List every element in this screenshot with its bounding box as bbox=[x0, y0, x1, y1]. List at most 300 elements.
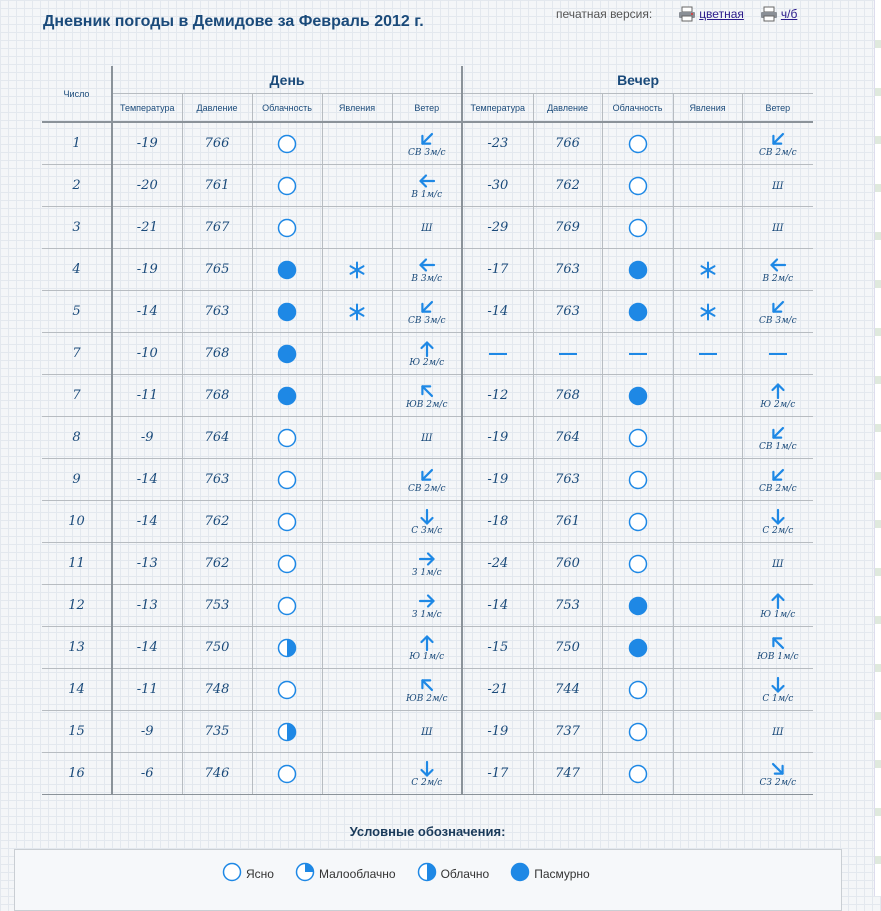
page-title: Дневник погоды в Демидове за Февраль 2012 г. bbox=[43, 13, 424, 30]
wind-arrow-icon bbox=[418, 256, 436, 274]
cell-evening-phenomena bbox=[673, 417, 742, 459]
cell-date: 12 bbox=[42, 585, 112, 627]
no-data-dash bbox=[769, 353, 787, 355]
table-row bbox=[42, 291, 813, 333]
cell-date: 7 bbox=[42, 375, 112, 417]
cell-evening-pressure: 753 bbox=[533, 585, 602, 627]
wind-arrow-icon bbox=[769, 592, 787, 610]
cell-evening-pressure: 744 bbox=[533, 669, 602, 711]
cell-day-temperature: -6 bbox=[112, 753, 182, 795]
snow-icon bbox=[348, 261, 366, 279]
legend-partly-icon bbox=[295, 862, 319, 885]
legend-label: Малооблачно bbox=[318, 866, 396, 881]
cell-day-pressure: 766 bbox=[182, 122, 252, 165]
cell-evening-temperature: -17 bbox=[462, 249, 533, 291]
cloud-clear-icon bbox=[628, 680, 648, 700]
cell-day-wind bbox=[392, 165, 462, 207]
print-version-bar bbox=[556, 6, 797, 22]
cell-date: 2 bbox=[42, 165, 112, 207]
cell-evening-pressure: 737 bbox=[533, 711, 602, 753]
cell-date: 5 bbox=[42, 291, 112, 333]
wind-arrow-icon bbox=[418, 634, 436, 652]
cell-day-pressure: 748 bbox=[182, 669, 252, 711]
cell-day-wind bbox=[392, 249, 462, 291]
cell-day-cloudiness bbox=[252, 375, 322, 417]
cell-day-wind bbox=[392, 207, 462, 249]
cell-day-cloudiness bbox=[252, 417, 322, 459]
cell-day-wind bbox=[392, 375, 462, 417]
wind-text: В 1м/с bbox=[411, 189, 443, 200]
cell-evening-cloudiness bbox=[602, 459, 673, 501]
table-row bbox=[42, 207, 813, 249]
cell-day-wind bbox=[392, 669, 462, 711]
cell-date: 16 bbox=[42, 753, 112, 795]
table-row bbox=[42, 543, 813, 585]
cloud-clear-icon bbox=[628, 554, 648, 574]
cell-evening-wind bbox=[742, 711, 813, 753]
no-data-dash bbox=[629, 353, 647, 355]
cell-day-phenomena bbox=[322, 417, 392, 459]
wind-calm: Ш bbox=[772, 727, 784, 738]
cell-day-pressure: 764 bbox=[182, 417, 252, 459]
col-header-evening-wind: Ветер bbox=[742, 94, 813, 123]
cell-evening-cloudiness bbox=[602, 375, 673, 417]
cloud-overcast-icon bbox=[628, 302, 648, 322]
legend-item-clear bbox=[222, 862, 274, 885]
cell-day-pressure: 763 bbox=[182, 459, 252, 501]
legend-overcast-icon bbox=[510, 862, 534, 885]
wind-text: ЮВ 2м/с bbox=[406, 399, 448, 410]
wind-text: С 1м/с bbox=[762, 693, 794, 704]
cell-day-cloudiness bbox=[252, 291, 322, 333]
cell-evening-pressure: 764 bbox=[533, 417, 602, 459]
wind-arrow-icon bbox=[769, 760, 787, 778]
cell-evening-wind bbox=[742, 249, 813, 291]
cell-date: 13 bbox=[42, 627, 112, 669]
cloud-clear-icon bbox=[277, 596, 297, 616]
cell-day-temperature: -14 bbox=[112, 501, 182, 543]
cell-evening-pressure: 761 bbox=[533, 501, 602, 543]
wind-calm: Ш bbox=[421, 727, 433, 738]
cloud-overcast-icon bbox=[628, 386, 648, 406]
cell-day-phenomena bbox=[322, 249, 392, 291]
cell-evening-temperature: -18 bbox=[462, 501, 533, 543]
cell-evening-wind bbox=[742, 291, 813, 333]
wind-text: С 2м/с bbox=[411, 777, 443, 788]
wind-arrow-icon bbox=[418, 130, 436, 148]
wind-arrow-icon bbox=[769, 424, 787, 442]
wind-text: СВ 3м/с bbox=[407, 315, 446, 326]
wind-text: З 1м/с bbox=[411, 609, 442, 620]
cell-day-phenomena bbox=[322, 501, 392, 543]
cell-evening-wind bbox=[742, 165, 813, 207]
table-row bbox=[42, 122, 813, 165]
cell-day-wind bbox=[392, 753, 462, 795]
cell-day-cloudiness bbox=[252, 207, 322, 249]
cell-evening-temperature: -24 bbox=[462, 543, 533, 585]
cloud-clear-icon bbox=[277, 470, 297, 490]
cell-day-cloudiness bbox=[252, 165, 322, 207]
cell-evening-no-data bbox=[673, 333, 742, 375]
legend-label: Пасмурно bbox=[534, 866, 590, 881]
cell-evening-cloudiness bbox=[602, 291, 673, 333]
cell-day-pressure: 768 bbox=[182, 375, 252, 417]
cell-day-wind bbox=[392, 291, 462, 333]
wind-text: С 2м/с bbox=[762, 525, 794, 536]
legend-clear-icon bbox=[222, 862, 246, 885]
wind-arrow-icon bbox=[769, 256, 787, 274]
wind-text: С 3м/с bbox=[411, 525, 443, 536]
cell-day-phenomena bbox=[322, 122, 392, 165]
wind-text: СВ 3м/с bbox=[407, 147, 446, 158]
cell-evening-temperature: -12 bbox=[462, 375, 533, 417]
wind-text: СВ 2м/с bbox=[759, 483, 797, 494]
cloud-cloudy-icon bbox=[277, 638, 297, 658]
cell-day-temperature: -19 bbox=[112, 249, 182, 291]
wind-arrow-icon bbox=[769, 298, 787, 316]
cloud-clear-icon bbox=[277, 428, 297, 448]
cloud-overcast-icon bbox=[277, 302, 297, 322]
cloud-overcast-icon bbox=[277, 344, 297, 364]
cell-day-cloudiness bbox=[252, 459, 322, 501]
table-row bbox=[42, 501, 813, 543]
cell-evening-pressure: 766 bbox=[533, 122, 602, 165]
cell-evening-cloudiness bbox=[602, 543, 673, 585]
cell-day-phenomena bbox=[322, 207, 392, 249]
cell-evening-cloudiness bbox=[602, 753, 673, 795]
cell-date: 8 bbox=[42, 417, 112, 459]
legend-item-partly bbox=[295, 862, 396, 885]
wind-text: Ю 2м/с bbox=[760, 399, 796, 410]
wind-arrow-icon bbox=[769, 466, 787, 484]
cell-day-pressure: 762 bbox=[182, 543, 252, 585]
cloud-overcast-icon bbox=[277, 386, 297, 406]
cell-day-phenomena bbox=[322, 459, 392, 501]
print-color-link[interactable]: цветная bbox=[699, 7, 744, 21]
wind-calm: Ш bbox=[772, 181, 784, 192]
cell-day-cloudiness bbox=[252, 333, 322, 375]
cell-day-cloudiness bbox=[252, 753, 322, 795]
page-right-edge bbox=[874, 0, 881, 896]
cell-evening-temperature: -14 bbox=[462, 291, 533, 333]
cell-evening-temperature: -30 bbox=[462, 165, 533, 207]
cell-day-cloudiness bbox=[252, 249, 322, 291]
cell-day-pressure: 761 bbox=[182, 165, 252, 207]
cell-evening-cloudiness bbox=[602, 122, 673, 165]
cell-evening-wind bbox=[742, 669, 813, 711]
printer-icon[interactable] bbox=[678, 6, 696, 22]
wind-arrow-icon bbox=[418, 550, 436, 568]
wind-text: СВ 1м/с bbox=[759, 441, 797, 452]
cell-evening-phenomena bbox=[673, 207, 742, 249]
cloud-overcast-icon bbox=[628, 638, 648, 658]
col-header-day-temperature: Температура bbox=[112, 94, 182, 123]
print-version-label: печатная версия: bbox=[556, 7, 653, 21]
cell-day-cloudiness bbox=[252, 543, 322, 585]
cell-evening-cloudiness bbox=[602, 501, 673, 543]
cell-evening-phenomena bbox=[673, 501, 742, 543]
cell-evening-phenomena bbox=[673, 711, 742, 753]
cell-day-wind bbox=[392, 585, 462, 627]
cell-evening-pressure: 763 bbox=[533, 249, 602, 291]
wind-text: Ю 2м/с bbox=[409, 357, 445, 368]
cell-evening-cloudiness bbox=[602, 207, 673, 249]
table-row bbox=[42, 669, 813, 711]
cell-day-phenomena bbox=[322, 333, 392, 375]
cloud-clear-icon bbox=[277, 764, 297, 784]
cell-day-temperature: -14 bbox=[112, 627, 182, 669]
legend-label: Облачно bbox=[440, 866, 490, 881]
wind-arrow-icon bbox=[769, 382, 787, 400]
cloud-clear-icon bbox=[277, 134, 297, 154]
cell-date: 10 bbox=[42, 501, 112, 543]
legend-cloudy-icon bbox=[417, 862, 441, 885]
snow-icon bbox=[348, 303, 366, 321]
cell-day-pressure: 767 bbox=[182, 207, 252, 249]
cell-day-pressure: 735 bbox=[182, 711, 252, 753]
cell-evening-phenomena bbox=[673, 543, 742, 585]
cell-date: 1 bbox=[42, 122, 112, 165]
cell-evening-temperature: -23 bbox=[462, 122, 533, 165]
cloud-clear-icon bbox=[628, 470, 648, 490]
legend-items bbox=[222, 862, 611, 885]
cell-day-phenomena bbox=[322, 543, 392, 585]
cell-evening-wind bbox=[742, 753, 813, 795]
cell-evening-wind bbox=[742, 459, 813, 501]
cell-day-wind bbox=[392, 333, 462, 375]
col-header-evening-temperature: Температура bbox=[462, 94, 533, 123]
wind-arrow-icon bbox=[769, 130, 787, 148]
cell-date: 4 bbox=[42, 249, 112, 291]
cell-day-wind bbox=[392, 543, 462, 585]
wind-calm: Ш bbox=[421, 223, 433, 234]
cell-evening-pressure: 760 bbox=[533, 543, 602, 585]
cell-day-temperature: -20 bbox=[112, 165, 182, 207]
no-data-dash bbox=[489, 353, 507, 355]
cloud-clear-icon bbox=[277, 554, 297, 574]
cell-date: 9 bbox=[42, 459, 112, 501]
no-data-dash bbox=[699, 353, 717, 355]
legend-title: Условные обозначения: bbox=[349, 824, 506, 839]
wind-arrow-icon bbox=[418, 298, 436, 316]
cell-day-temperature: -11 bbox=[112, 375, 182, 417]
cell-evening-wind bbox=[742, 207, 813, 249]
wind-calm: Ш bbox=[772, 559, 784, 570]
cell-evening-cloudiness bbox=[602, 585, 673, 627]
cell-evening-phenomena bbox=[673, 585, 742, 627]
no-data-dash bbox=[559, 353, 577, 355]
legend-item-cloudy bbox=[417, 862, 490, 885]
cell-day-temperature: -9 bbox=[112, 417, 182, 459]
cell-evening-cloudiness bbox=[602, 417, 673, 459]
cell-day-temperature: -10 bbox=[112, 333, 182, 375]
cell-evening-wind bbox=[742, 417, 813, 459]
cell-evening-cloudiness bbox=[602, 165, 673, 207]
table-row bbox=[42, 627, 813, 669]
cell-evening-cloudiness bbox=[602, 249, 673, 291]
wind-text: З 1м/с bbox=[411, 567, 442, 578]
cell-evening-wind bbox=[742, 122, 813, 165]
cloud-clear-icon bbox=[277, 176, 297, 196]
wind-text: СВ 2м/с bbox=[759, 147, 797, 158]
cell-day-wind bbox=[392, 122, 462, 165]
table-row bbox=[42, 753, 813, 795]
cell-day-phenomena bbox=[322, 627, 392, 669]
cell-day-phenomena bbox=[322, 753, 392, 795]
cell-day-pressure: 746 bbox=[182, 753, 252, 795]
cloud-clear-icon bbox=[277, 218, 297, 238]
col-header-day-cloudiness: Облачность bbox=[252, 94, 322, 123]
weather-table bbox=[42, 66, 813, 795]
cell-evening-no-data bbox=[742, 333, 813, 375]
col-header-day-pressure: Давление bbox=[182, 94, 252, 123]
col-header-evening-phenomena: Явления bbox=[673, 94, 742, 123]
cell-evening-phenomena bbox=[673, 375, 742, 417]
group-header-day: День bbox=[112, 66, 462, 94]
cell-evening-cloudiness bbox=[602, 627, 673, 669]
cell-evening-temperature: -19 bbox=[462, 711, 533, 753]
cell-evening-pressure: 750 bbox=[533, 627, 602, 669]
cell-evening-phenomena bbox=[673, 669, 742, 711]
col-header-day-wind: Ветер bbox=[392, 94, 462, 123]
cell-evening-phenomena bbox=[673, 165, 742, 207]
wind-arrow-icon bbox=[418, 172, 436, 190]
table-row bbox=[42, 585, 813, 627]
cell-evening-temperature: -19 bbox=[462, 459, 533, 501]
cell-day-cloudiness bbox=[252, 585, 322, 627]
cell-day-phenomena bbox=[322, 669, 392, 711]
snow-icon bbox=[699, 261, 717, 279]
cell-evening-cloudiness bbox=[602, 669, 673, 711]
wind-text: ЮВ 1м/с bbox=[757, 651, 799, 662]
wind-calm: Ш bbox=[421, 433, 433, 444]
cell-day-wind bbox=[392, 627, 462, 669]
cell-day-wind bbox=[392, 501, 462, 543]
wind-arrow-icon bbox=[418, 508, 436, 526]
cell-day-phenomena bbox=[322, 711, 392, 753]
cell-day-temperature: -13 bbox=[112, 585, 182, 627]
cell-day-temperature: -21 bbox=[112, 207, 182, 249]
cell-evening-pressure: 769 bbox=[533, 207, 602, 249]
cell-date: 15 bbox=[42, 711, 112, 753]
cell-evening-temperature: -29 bbox=[462, 207, 533, 249]
table-row bbox=[42, 165, 813, 207]
table-row bbox=[42, 333, 813, 375]
cloud-clear-icon bbox=[628, 134, 648, 154]
cell-day-phenomena bbox=[322, 375, 392, 417]
cell-evening-no-data bbox=[462, 333, 533, 375]
cloud-clear-icon bbox=[628, 764, 648, 784]
wind-arrow-icon bbox=[769, 508, 787, 526]
cell-day-pressure: 763 bbox=[182, 291, 252, 333]
cell-evening-pressure: 763 bbox=[533, 291, 602, 333]
cell-evening-pressure: 762 bbox=[533, 165, 602, 207]
wind-text: В 3м/с bbox=[411, 273, 443, 284]
wind-text: Ю 1м/с bbox=[760, 609, 796, 620]
wind-arrow-icon bbox=[418, 760, 436, 778]
wind-arrow-icon bbox=[418, 466, 436, 484]
wind-text: В 2м/с bbox=[762, 273, 794, 284]
wind-text: ЮВ 2м/с bbox=[406, 693, 448, 704]
cell-day-cloudiness bbox=[252, 711, 322, 753]
cell-day-pressure: 768 bbox=[182, 333, 252, 375]
cell-evening-temperature: -19 bbox=[462, 417, 533, 459]
cell-date: 7 bbox=[42, 333, 112, 375]
cloud-clear-icon bbox=[628, 428, 648, 448]
cell-day-phenomena bbox=[322, 585, 392, 627]
cell-day-temperature: -11 bbox=[112, 669, 182, 711]
cell-day-cloudiness bbox=[252, 669, 322, 711]
cell-day-pressure: 753 bbox=[182, 585, 252, 627]
cell-day-wind bbox=[392, 459, 462, 501]
wind-arrow-icon bbox=[418, 382, 436, 400]
cell-day-cloudiness bbox=[252, 627, 322, 669]
table-row bbox=[42, 459, 813, 501]
wind-arrow-icon bbox=[418, 592, 436, 610]
cell-day-cloudiness bbox=[252, 122, 322, 165]
cell-evening-temperature: -17 bbox=[462, 753, 533, 795]
cell-evening-temperature: -15 bbox=[462, 627, 533, 669]
legend-label: Ясно bbox=[246, 866, 274, 881]
snow-icon bbox=[699, 303, 717, 321]
col-header-number: Число bbox=[42, 66, 112, 122]
cloud-clear-icon bbox=[628, 218, 648, 238]
print-bw-link[interactable]: ч/б bbox=[780, 7, 798, 21]
cell-evening-phenomena bbox=[673, 753, 742, 795]
table-row bbox=[42, 375, 813, 417]
cloud-clear-icon bbox=[628, 722, 648, 742]
cell-day-pressure: 765 bbox=[182, 249, 252, 291]
cloud-clear-icon bbox=[628, 512, 648, 532]
wind-calm: Ш bbox=[772, 223, 784, 234]
cell-evening-phenomena bbox=[673, 249, 742, 291]
wind-text: Ю 1м/с bbox=[409, 651, 445, 662]
cloud-overcast-icon bbox=[628, 596, 648, 616]
wind-arrow-icon bbox=[769, 634, 787, 652]
cell-evening-wind bbox=[742, 543, 813, 585]
cell-day-pressure: 750 bbox=[182, 627, 252, 669]
cell-evening-pressure: 768 bbox=[533, 375, 602, 417]
cell-evening-cloudiness bbox=[602, 711, 673, 753]
legend-item-overcast bbox=[510, 862, 590, 885]
weather-table-body bbox=[42, 122, 813, 795]
cell-evening-pressure: 747 bbox=[533, 753, 602, 795]
cloud-clear-icon bbox=[277, 512, 297, 532]
cell-day-wind bbox=[392, 417, 462, 459]
cell-day-cloudiness bbox=[252, 501, 322, 543]
cell-evening-temperature: -21 bbox=[462, 669, 533, 711]
cell-evening-phenomena bbox=[673, 291, 742, 333]
wind-text: СВ 3м/с bbox=[759, 315, 797, 326]
table-row bbox=[42, 711, 813, 753]
wind-arrow-icon bbox=[418, 340, 436, 358]
table-row bbox=[42, 417, 813, 459]
cloud-overcast-icon bbox=[628, 260, 648, 280]
cloud-cloudy-icon bbox=[277, 722, 297, 742]
wind-arrow-icon bbox=[418, 676, 436, 694]
cell-evening-wind bbox=[742, 627, 813, 669]
printer-bw-icon[interactable] bbox=[760, 6, 778, 22]
table-row bbox=[42, 249, 813, 291]
group-header-evening: Вечер bbox=[462, 66, 813, 94]
wind-text: СВ 2м/с bbox=[407, 483, 446, 494]
cell-day-pressure: 762 bbox=[182, 501, 252, 543]
cloud-clear-icon bbox=[628, 176, 648, 196]
cell-evening-phenomena bbox=[673, 459, 742, 501]
cell-evening-pressure: 763 bbox=[533, 459, 602, 501]
cell-day-wind bbox=[392, 711, 462, 753]
cell-date: 3 bbox=[42, 207, 112, 249]
